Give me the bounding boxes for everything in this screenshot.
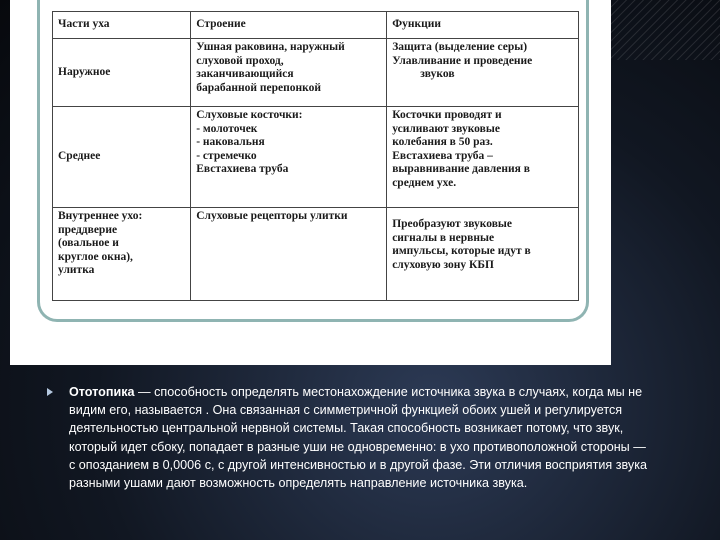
cell-line: сигналы в нервные <box>392 231 495 244</box>
cell-line: Внутреннее ухо: <box>58 210 143 222</box>
cell-line: звуков <box>420 68 455 80</box>
cell-structure <box>191 39 387 107</box>
cell-line: Евстахиева труба <box>196 163 289 175</box>
cell-line: (овальное и <box>58 237 119 249</box>
cell-line: Среднее <box>58 150 101 163</box>
definition-text: — способность определять местонахождение источника звука в случаях, когда мы не видим его, называется . Она связанная с симметричной функцией обоих ушей и регулируется деятельностью центральной нервной системы. Такая способность возникает потому, что звук, который идет сбоку, попадает в разные уши не одновременно: в ухо противоположной стороны — с опозданием в 0,0006 с, с другой интенсивностью и в другой фазе. Эти отличия восприятия звука разными ушами дают возможность определять направление источника звука. <box>69 385 648 491</box>
cell-line: слуховой проход, <box>196 54 284 67</box>
cell-line: слуховую зону КБП <box>392 258 494 271</box>
ear-structure-table <box>52 11 579 301</box>
cell-line: Ушная раковина, наружный <box>196 41 345 53</box>
cell-line: импульсы, которые идут в <box>392 245 531 257</box>
cell-line: Защита (выделение серы) <box>392 41 528 53</box>
cell-structure <box>191 208 387 301</box>
header-functions: Функции <box>387 12 579 39</box>
cell-line: круглое окна), <box>58 250 133 263</box>
cell-functions <box>387 39 579 107</box>
cell-line: Косточки проводят и <box>392 109 502 121</box>
cell-part <box>53 208 191 301</box>
cell-line: Преобразуют звуковые <box>392 218 512 230</box>
bullet-arrow-icon <box>47 388 53 396</box>
cell-line: - наковальня <box>196 136 265 148</box>
cell-line: заканчивающийся <box>196 68 294 80</box>
table-row <box>53 39 579 107</box>
table-row <box>53 107 579 208</box>
cell-line: преддверие <box>58 223 118 236</box>
cell-line: усиливают звуковые <box>392 122 500 135</box>
cell-line: Слуховые косточки: <box>196 109 303 121</box>
cell-line: Евстахиева труба – <box>392 149 493 162</box>
term-ototopika: Ототопика <box>69 385 135 399</box>
cell-functions <box>387 107 579 208</box>
cell-structure <box>191 107 387 208</box>
cell-line: барабанной перепонкой <box>196 81 321 94</box>
cell-line: колебания в 50 раз. <box>392 136 493 148</box>
cell-line: - стремечко <box>196 149 257 162</box>
cell-line: Улавливание и проведение <box>392 54 533 67</box>
cell-line: улитка <box>58 264 95 276</box>
cell-line: выравнивание давления в <box>392 163 530 175</box>
header-structure: Строение <box>191 12 387 39</box>
cell-line: - молоточек <box>196 122 258 135</box>
cell-functions <box>387 208 579 301</box>
header-parts: Части уха <box>53 12 191 39</box>
cell-line: среднем ухе. <box>392 176 457 189</box>
cell-part <box>53 39 191 107</box>
cell-line: Наружное <box>58 65 111 78</box>
cell-part <box>53 107 191 208</box>
ototopika-paragraph <box>69 383 649 492</box>
table-row <box>53 208 579 301</box>
table-header-row <box>53 12 579 39</box>
cell-line: Слуховые рецепторы улитки <box>196 210 348 222</box>
